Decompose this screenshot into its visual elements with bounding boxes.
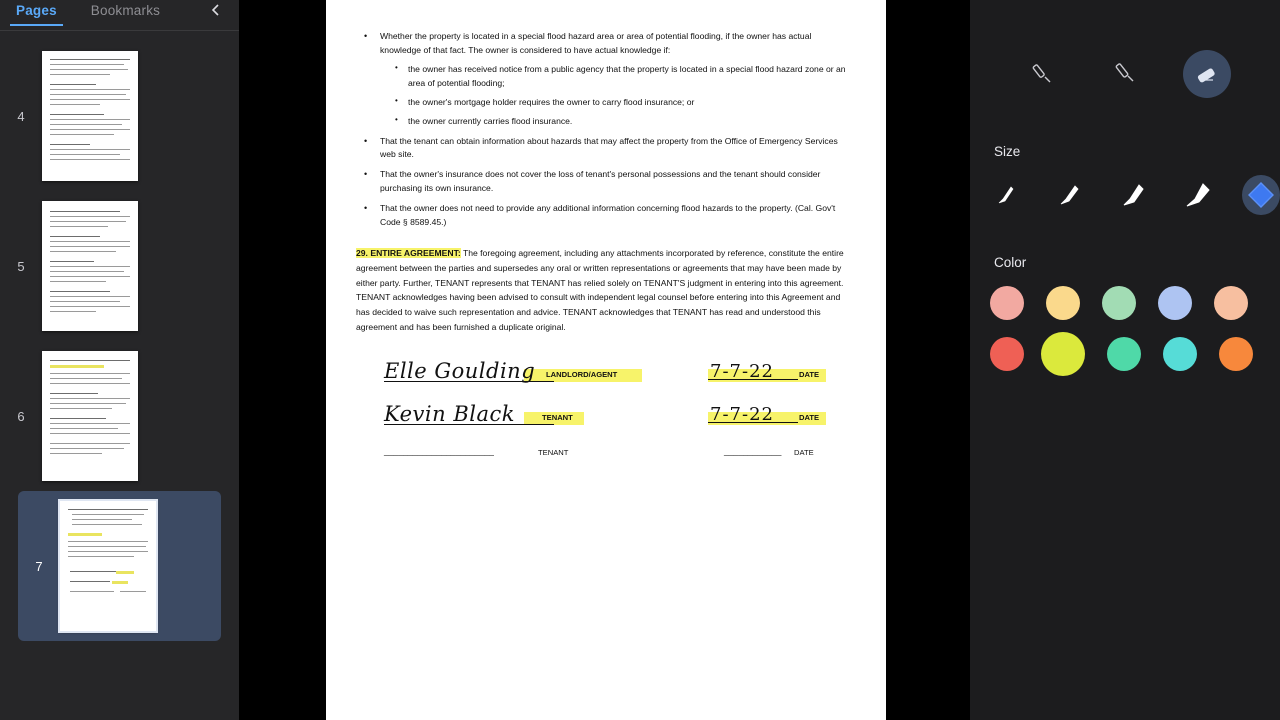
color-row-saturated [990,337,1280,376]
blank-date-rule: ____________ [724,445,782,456]
thumbnail-page-number: 7 [35,558,43,574]
size-option-medium[interactable] [1115,175,1153,215]
chevron-left-glyph [209,2,223,18]
sub-bullet-text: the owner's mortgage holder requires the owner to carry flood insurance; or [408,96,695,107]
color-swatch[interactable] [1163,337,1197,371]
annotation-tool-panel [970,0,1280,720]
sidebar-tabs [0,0,239,31]
eraser-xs-icon [994,182,1020,208]
chevron-left-icon[interactable] [209,2,223,24]
color-row-light [990,286,1280,320]
thumbnail-row-selected[interactable] [18,491,221,641]
date-label-empty: DATE [794,447,814,457]
thumbnail-row[interactable] [0,341,239,491]
date-label-tenant: DATE [799,412,820,422]
date-label-landlord: DATE [799,369,820,379]
color-swatch[interactable] [990,286,1024,320]
signature-landlord[interactable]: Elle Goulding [384,358,536,383]
thumbnail-page-number: 5 [17,258,25,274]
clause-body: The foregoing agreement, including any attachments incorporated by reference, constitute the entire agreement between the parties and supersedes any oral or written representations or agreements that may have been made by either party. Further, TENANT represents that TENANT has relied solely on TENANT'S judgment in entering into this agreement. TENANT acknowledges having been advised to consult with independent legal counsel before entering into this Agreement and has decided to waive such representation and advice. TENANT acknowledges that TENANT has read and understood this agreement and has been furnished a duplicate original. [356,248,844,332]
date-landlord[interactable]: 7-7-22 [710,360,774,382]
signature-line [384,424,554,425]
color-swatch[interactable] [1107,337,1141,371]
size-option-extra-small[interactable] [988,175,1026,215]
list-item [372,168,854,196]
blank-signature-rule: _______________________ [384,445,494,456]
color-section-label: Color [994,255,1027,270]
color-palette [990,286,1280,376]
disclosure-bullet-list [356,30,854,230]
size-option-extra-large[interactable] [1242,175,1280,215]
eraser-m-icon [1119,180,1149,210]
thumbnail-row[interactable] [0,41,239,191]
color-swatch[interactable] [1102,286,1136,320]
disclosure-sub-list [380,63,854,129]
color-swatch[interactable] [1046,286,1080,320]
page-thumbnail-5[interactable] [42,201,138,331]
thumbnail-row[interactable] [0,191,239,341]
signature-tenant[interactable]: Kevin Black [384,401,515,426]
sub-bullet-text: the owner has received notice from a public agency that the property is located in a special flood hazard zone or an area of potential flooding; [408,63,846,88]
document-viewport[interactable] [239,0,970,720]
date-line [708,379,798,380]
signature-row-landlord[interactable] [356,355,854,397]
eraser-tool-button[interactable] [1183,50,1231,98]
bullet-text: That the owner's insurance does not cover the loss of tenant's personal possessions and the tenant should consider purchasing its own insurance. [380,169,821,194]
signature-label-tenant: TENANT [542,412,573,422]
signature-label-empty: TENANT [538,447,569,457]
size-selector [988,175,1280,215]
eraser-s-icon [1056,181,1084,209]
color-swatch[interactable] [990,337,1024,371]
clause-heading-highlighted: 29. ENTIRE AGREEMENT: [356,248,461,259]
bullet-text: Whether the property is located in a special flood hazard area or area of potential flooding, if the owner has actual knowledge of that fact. The owner is considered to have actual knowledge if: [380,31,812,55]
list-item [402,63,854,91]
thumbnail-page-number: 4 [17,108,25,124]
page-thumbnail-7[interactable] [60,501,156,631]
tab-bookmarks[interactable]: Bookmarks [90,3,161,18]
signature-line [384,381,554,382]
highlighter-tool-button[interactable] [1019,50,1067,98]
eraser-l-icon [1182,179,1214,211]
sub-bullet-text: the owner currently carries flood insurance. [408,115,573,126]
color-swatch[interactable] [1214,286,1248,320]
signature-label-landlord: LANDLORD/AGENT [546,369,618,379]
page-thumbnail-6[interactable] [42,351,138,481]
bullet-text: That the owner does not need to provide any additional information concerning flood hazards to the property. (Cal. Gov't Code § 8589.45.) [380,203,836,228]
list-item [372,135,854,163]
pen-icon [1112,61,1138,87]
list-item [402,96,854,110]
color-swatch[interactable] [1158,286,1192,320]
size-option-small[interactable] [1052,175,1090,215]
signature-row-tenant[interactable] [356,397,854,437]
eraser-xl-icon [1246,180,1276,210]
date-line [708,422,798,423]
list-item [372,202,854,230]
color-swatch[interactable] [1219,337,1253,371]
size-section-label: Size [994,144,1021,159]
entire-agreement-clause [356,246,854,335]
signature-row-empty[interactable] [356,437,854,467]
tool-selector [970,0,1280,98]
page-thumbnail-4[interactable] [42,51,138,181]
signature-block [356,355,854,485]
pages-sidebar [0,0,239,720]
size-option-large[interactable] [1179,175,1217,215]
date-tenant[interactable]: 7-7-22 [710,403,774,425]
page-thumbnail-list[interactable] [0,31,239,720]
list-item [402,115,854,129]
bullet-text: That the tenant can obtain information about hazards that may affect the property from the Office of Emergency Services web site. [380,135,838,160]
color-swatch-selected[interactable] [1041,332,1085,376]
marker-icon [1030,61,1056,87]
eraser-icon [1194,61,1220,87]
tab-pages[interactable]: Pages [14,0,59,26]
pen-tool-button[interactable] [1101,50,1149,98]
list-item [372,30,854,129]
thumbnail-page-number: 6 [17,408,25,424]
pdf-page-7[interactable] [326,0,886,720]
